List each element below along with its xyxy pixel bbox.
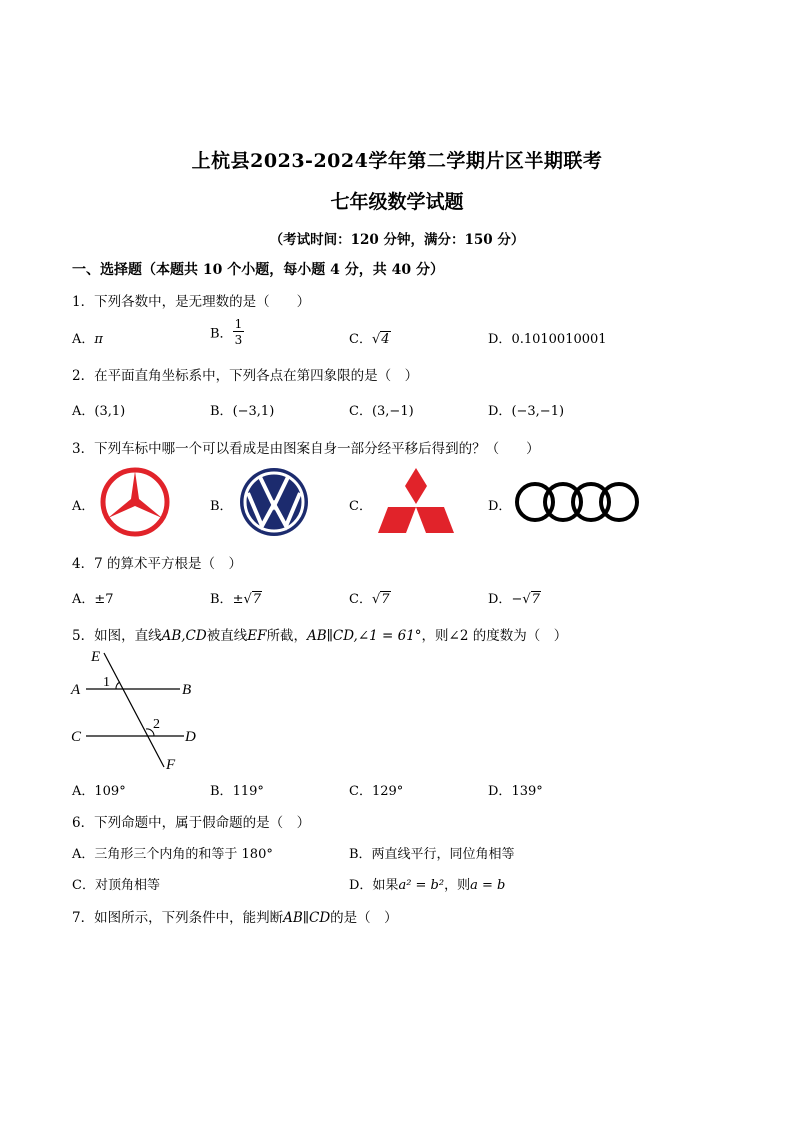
- stem-text: ，则∠2 的度数为（ ）: [421, 628, 568, 644]
- q6-option-c: C．对顶角相等: [72, 878, 160, 893]
- stem-math: AB∥CD: [283, 910, 331, 926]
- fraction: [233, 318, 245, 346]
- q4-option-d: [488, 588, 541, 607]
- sqrt-sign: √: [371, 592, 381, 607]
- option-label: B．: [210, 326, 233, 342]
- option-label: D．: [488, 404, 512, 419]
- question-3-stem: 3．下列车标中哪一个可以看成是由图案自身一部分经平移后得到的？（ ）: [72, 441, 540, 457]
- q2-option-d: [488, 400, 564, 419]
- denominator: 3: [234, 333, 243, 347]
- stem-text: 被直线: [206, 628, 248, 644]
- option-label: A．: [72, 404, 95, 419]
- plus-minus: ±: [232, 592, 244, 607]
- q4-option-b: [210, 588, 262, 607]
- mercedes-logo-icon: [99, 466, 171, 538]
- line-ef: [104, 653, 164, 767]
- option-value: 139°: [511, 784, 543, 799]
- q5-option-d: [488, 780, 543, 799]
- radicand: 4: [381, 332, 390, 347]
- q1-option-d: [488, 328, 607, 347]
- q6-option-d: [349, 874, 505, 893]
- label-a: A: [71, 682, 81, 698]
- option-value: 0.1010010001: [511, 332, 607, 347]
- stem-text: 的是（ ）: [330, 910, 398, 926]
- stem-math: AB∥CD,∠1 = 61°: [306, 628, 422, 644]
- numerator: 1: [234, 317, 243, 331]
- option-value: (3,1): [94, 404, 126, 419]
- stem-text: 7．如图所示，下列条件中，能判断: [72, 910, 284, 926]
- exam-title: 上杭县2023-2024学年第二学期片区半期联考: [191, 150, 603, 172]
- q6-option-b: B．两直线平行，同位角相等: [349, 847, 515, 862]
- q3-option-a-label: A．: [72, 499, 95, 514]
- q1-option-c: [349, 328, 391, 347]
- option-text: ，则: [444, 878, 471, 893]
- option-value: 109°: [94, 784, 126, 799]
- label-d: D: [185, 729, 196, 745]
- question-7-stem: [72, 906, 398, 926]
- option-value: (−3,−1): [511, 404, 565, 419]
- parallel-lines-figure: [66, 645, 206, 775]
- option-value: ±7: [94, 592, 114, 607]
- sqrt-sign: √: [243, 592, 252, 607]
- option-label: D．: [488, 592, 512, 607]
- option-label: B．: [210, 404, 233, 419]
- stem-math: AB,CD: [161, 628, 207, 644]
- q5-option-b: [210, 780, 264, 799]
- option-label: A．: [72, 592, 95, 607]
- stem-math: EF: [247, 628, 267, 644]
- q6-option-a: A．三角形三个内角的和等于 180°: [72, 847, 273, 862]
- radicand: 7: [252, 592, 262, 607]
- q4-option-c: [349, 588, 391, 607]
- q3-option-d-label: D．: [488, 499, 512, 514]
- mitsubishi-logo-icon: [376, 466, 456, 536]
- option-text: D．如果: [349, 878, 399, 893]
- sqrt-sign: √: [371, 332, 381, 347]
- q5-option-c: [349, 780, 403, 799]
- radicand: 7: [381, 592, 390, 607]
- label-f: F: [166, 757, 176, 773]
- label-c: C: [71, 729, 82, 745]
- option-value: π: [94, 332, 103, 347]
- mitsubishi-top-diamond: [405, 468, 427, 504]
- question-4-stem: 4．7 的算术平方根是（ ）: [72, 556, 242, 572]
- sqrt-sign: √: [522, 592, 531, 607]
- q2-option-a: [72, 400, 125, 419]
- q2-option-b: [210, 400, 274, 419]
- q3-option-b-label: B．: [210, 499, 233, 514]
- q5-option-a: [72, 780, 126, 799]
- vw-logo-icon: [238, 466, 310, 538]
- q4-option-a: [72, 588, 114, 607]
- mitsubishi-right-diamond: [416, 507, 454, 533]
- option-label: A．: [72, 332, 95, 347]
- option-label: C．: [349, 404, 372, 419]
- question-5-stem: [72, 624, 567, 644]
- question-2-stem: 2．在平面直角坐标系中，下列各点在第四象限的是（ ）: [72, 368, 419, 384]
- audi-ring-4: [601, 484, 637, 520]
- exam-note: （考试时间：120 分钟，满分：150 分）: [269, 232, 525, 248]
- radicand: 7: [531, 592, 540, 607]
- stem-text: 5．如图，直线: [72, 628, 162, 644]
- option-label: C．: [349, 332, 372, 347]
- q2-option-c: [349, 400, 414, 419]
- option-value: (−3,1): [232, 404, 275, 419]
- minus-sign: −: [511, 592, 523, 607]
- audi-logo-icon: [514, 480, 640, 524]
- option-label: B．: [210, 592, 233, 607]
- label-e: E: [91, 649, 101, 665]
- option-value: (3,−1): [371, 404, 414, 419]
- q1-option-a: [72, 328, 103, 347]
- exam-subtitle: 七年级数学试题: [330, 191, 464, 213]
- option-math: a² = b²: [398, 878, 445, 893]
- option-label: D．: [488, 332, 512, 347]
- option-label: B．: [210, 784, 233, 799]
- option-label: D．: [488, 784, 512, 799]
- question-1-stem: 1．下列各数中，是无理数的是（ ）: [72, 294, 311, 310]
- q3-option-c-label: C．: [349, 499, 372, 514]
- label-b: B: [182, 682, 192, 698]
- section-heading: 一、选择题（本题共 10 个小题，每小题 4 分，共 40 分）: [72, 262, 444, 278]
- option-label: C．: [349, 784, 372, 799]
- option-value: 119°: [232, 784, 264, 799]
- q1-option-b: [210, 318, 244, 346]
- label-angle-1: 1: [103, 675, 110, 690]
- option-math: a = b: [470, 878, 506, 893]
- label-angle-2: 2: [153, 717, 160, 732]
- stem-text: 所截，: [266, 628, 307, 644]
- mitsubishi-left-diamond: [378, 507, 416, 533]
- option-label: C．: [349, 592, 372, 607]
- option-value: 129°: [371, 784, 404, 799]
- option-label: A．: [72, 784, 95, 799]
- question-6-stem: 6．下列命题中，属于假命题的是（ ）: [72, 815, 311, 831]
